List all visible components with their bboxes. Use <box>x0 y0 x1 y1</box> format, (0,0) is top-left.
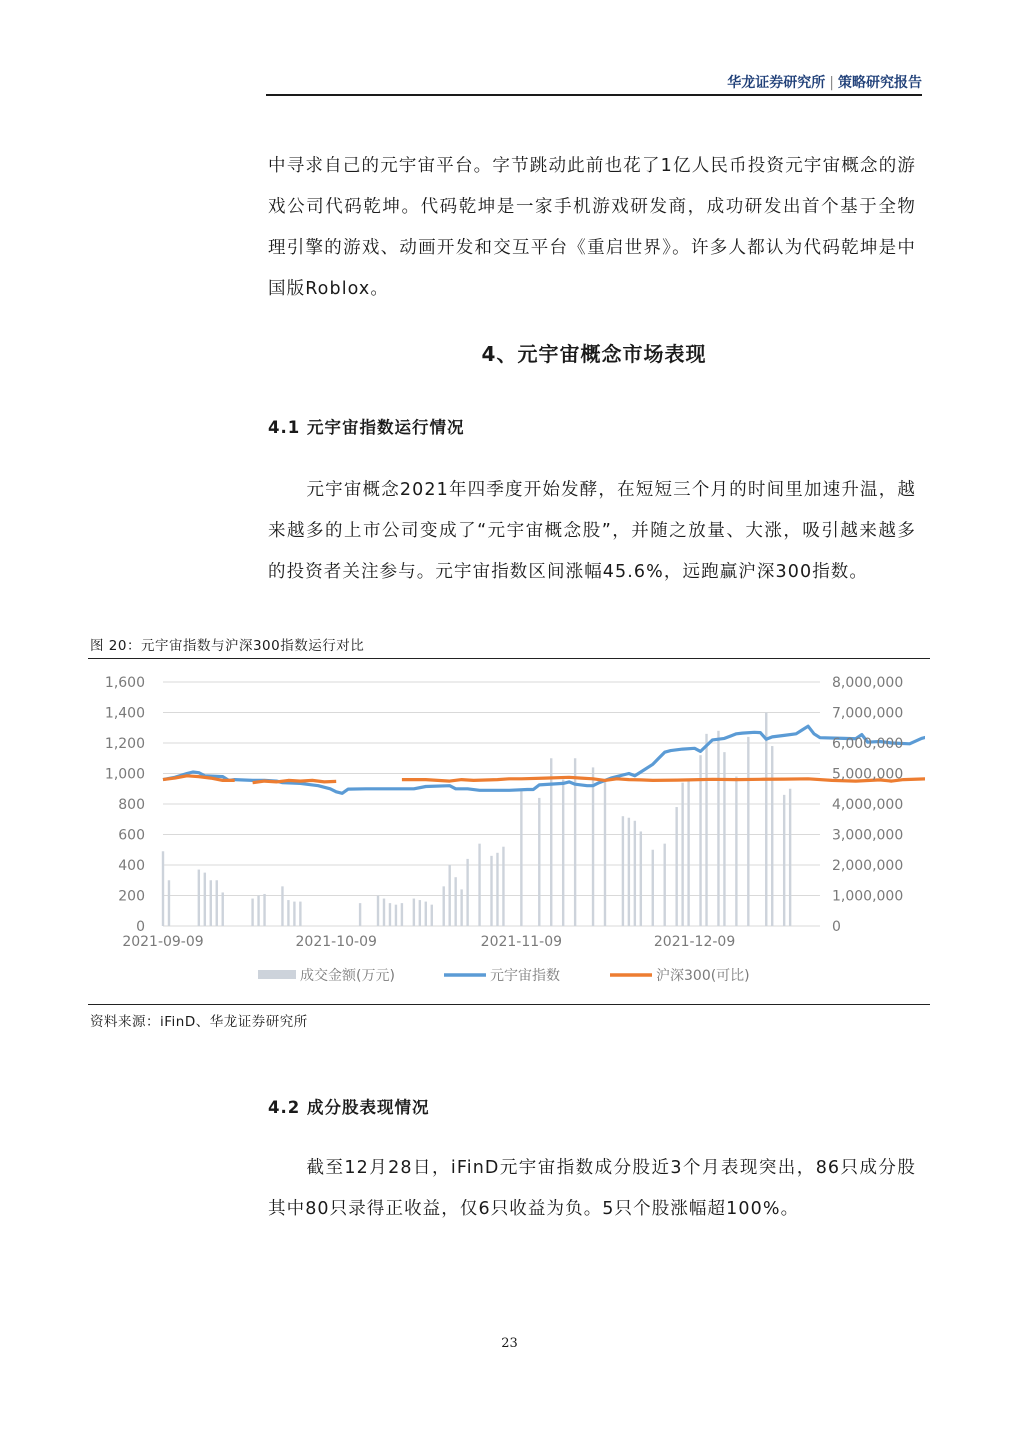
section-4-title: 4、元宇宙概念市场表现 <box>481 342 707 366</box>
volume-bar <box>460 889 462 926</box>
intro-paragraph: 中寻求自己的元宇宙平台。字节跳动此前也花了1亿人民币投资元宇宙概念的游戏公司代码乾坤。代码乾坤是一家手机游戏研发商，成功研发出首个基于全物理引擎的游戏、动画开发和交互平台《重启世界》。许多人都认为代码乾坤是中国版Roblox。 <box>268 156 916 299</box>
figure-caption: 图 20：元宇宙指数与沪深300指数运行对比 <box>90 638 365 654</box>
y-left-tick-label: 1,600 <box>104 675 145 691</box>
volume-bar <box>395 905 397 926</box>
volume-bar <box>604 780 606 926</box>
volume-bar <box>377 896 379 927</box>
volume-bar <box>664 844 666 926</box>
volume-bar <box>287 900 289 926</box>
volume-bar <box>299 902 301 926</box>
y-left-tick-label: 600 <box>118 827 145 844</box>
volume-bars <box>162 713 792 927</box>
volume-bar <box>789 789 791 926</box>
volume-bar <box>389 903 391 926</box>
x-tick-label: 2021-12-09 <box>653 934 736 950</box>
volume-bar <box>628 818 630 926</box>
volume-bar <box>204 873 206 926</box>
y-left-tick-label: 800 <box>118 797 145 813</box>
volume-bar <box>747 737 749 926</box>
header-separator: | <box>829 75 834 91</box>
volume-bar <box>592 767 594 926</box>
volume-bar <box>263 894 265 926</box>
y-left-tick-label: 200 <box>118 888 145 905</box>
y-right-tick-label: 5,000,000 <box>832 766 904 783</box>
page-header <box>266 72 922 94</box>
figure-top-rule <box>88 658 930 659</box>
volume-bar <box>771 746 773 926</box>
volume-bar <box>216 880 218 926</box>
volume-bar <box>681 783 683 926</box>
chart-legend <box>258 967 750 984</box>
volume-bar <box>448 865 450 926</box>
y-left-tick-label: 400 <box>118 858 145 874</box>
volume-bar <box>454 877 456 926</box>
y-left-tick-label: 0 <box>136 919 145 935</box>
volume-bar <box>652 850 654 926</box>
y-right-tick-label: 7,000,000 <box>832 705 904 722</box>
volume-bar <box>251 899 253 926</box>
volume-bar <box>466 859 468 926</box>
y-right-tick-label: 2,000,000 <box>832 858 904 874</box>
volume-bar <box>675 807 677 926</box>
header-divider <box>266 94 922 96</box>
volume-bar <box>717 731 719 926</box>
page-number: 23 <box>501 1336 518 1351</box>
volume-bar <box>419 900 421 926</box>
volume-bar <box>431 905 433 926</box>
y-right-tick-label: 6,000,000 <box>832 736 904 752</box>
y-left-tick-label: 1,400 <box>104 705 145 722</box>
volume-bar <box>281 886 283 926</box>
y-left-tick-label: 1,200 <box>104 736 145 752</box>
source-note: 资料来源：iFinD、华龙证券研究所 <box>90 1014 308 1030</box>
y-right-tick-label: 1,000,000 <box>832 888 904 905</box>
volume-bar <box>210 880 212 926</box>
legend-swatch-volume <box>258 970 296 979</box>
x-tick-label: 2021-10-09 <box>295 934 377 950</box>
section-4-1-paragraph: 元宇宙概念2021年四季度开始发酵，在短短三个月的时间里加速升温，越来越多的上市公司变成了“元宇宙概念股”，并随之放量、大涨，吸引越来越多的投资者关注参与。元宇宙指数区间涨幅45.6%，远跑赢沪深300指数。 <box>268 480 916 582</box>
volume-bar <box>562 780 564 926</box>
metaverse-vs-hs300-chart <box>95 664 925 998</box>
y-left-tick-label: 1,000 <box>104 766 145 783</box>
figure-bottom-rule <box>88 1004 930 1005</box>
volume-bar <box>425 902 427 926</box>
volume-bar <box>222 892 224 926</box>
section-4-1-title: 4.1 元宇宙指数运行情况 <box>268 418 465 437</box>
volume-bar <box>383 899 385 926</box>
volume-bar <box>687 780 689 926</box>
legend-label: 沪深300(可比) <box>656 968 750 984</box>
section-4-2-title: 4.2 成分股表现情况 <box>268 1098 430 1117</box>
volume-bar <box>496 853 498 926</box>
x-axis-ticks <box>122 934 735 950</box>
header-org: 华龙证券研究所 <box>727 75 826 91</box>
volume-bar <box>413 899 415 926</box>
volume-bar <box>520 789 522 926</box>
y-right-tick-label: 3,000,000 <box>832 827 904 844</box>
volume-bar <box>257 896 259 927</box>
right-axis-ticks <box>832 675 903 935</box>
volume-bar <box>198 870 200 926</box>
x-tick-label: 2021-09-09 <box>122 934 204 950</box>
volume-bar <box>622 816 624 926</box>
chart-lines <box>163 706 925 793</box>
volume-bar <box>478 844 480 926</box>
left-axis-ticks <box>105 675 145 935</box>
volume-bar <box>162 851 164 926</box>
y-right-tick-label: 4,000,000 <box>832 797 904 813</box>
volume-bar <box>538 798 540 926</box>
volume-bar <box>634 821 636 926</box>
y-right-tick-label: 8,000,000 <box>832 675 904 691</box>
volume-bar <box>443 886 445 926</box>
legend-label: 成交金额(万元) <box>300 968 395 984</box>
volume-bar <box>168 880 170 926</box>
section-4-2-paragraph: 截至12月28日，iFinD元宇宙指数成分股近3个月表现突出，86只成分股其中80只录得正收益，仅6只收益为负。5只个股涨幅超100%。 <box>268 1158 916 1219</box>
volume-bar <box>735 777 737 926</box>
y-right-tick-label: 0 <box>832 919 841 935</box>
volume-bar <box>490 856 492 926</box>
volume-bar <box>502 847 504 926</box>
volume-bar <box>705 734 707 926</box>
volume-bar <box>401 903 403 926</box>
header-report-type: 策略研究报告 <box>838 75 922 91</box>
volume-bar <box>783 795 785 926</box>
legend-label: 元宇宙指数 <box>490 968 560 984</box>
x-tick-label: 2021-11-09 <box>480 934 563 950</box>
volume-bar <box>640 831 642 926</box>
volume-bar <box>359 903 361 926</box>
volume-bar <box>293 902 295 926</box>
volume-bar <box>765 713 767 927</box>
